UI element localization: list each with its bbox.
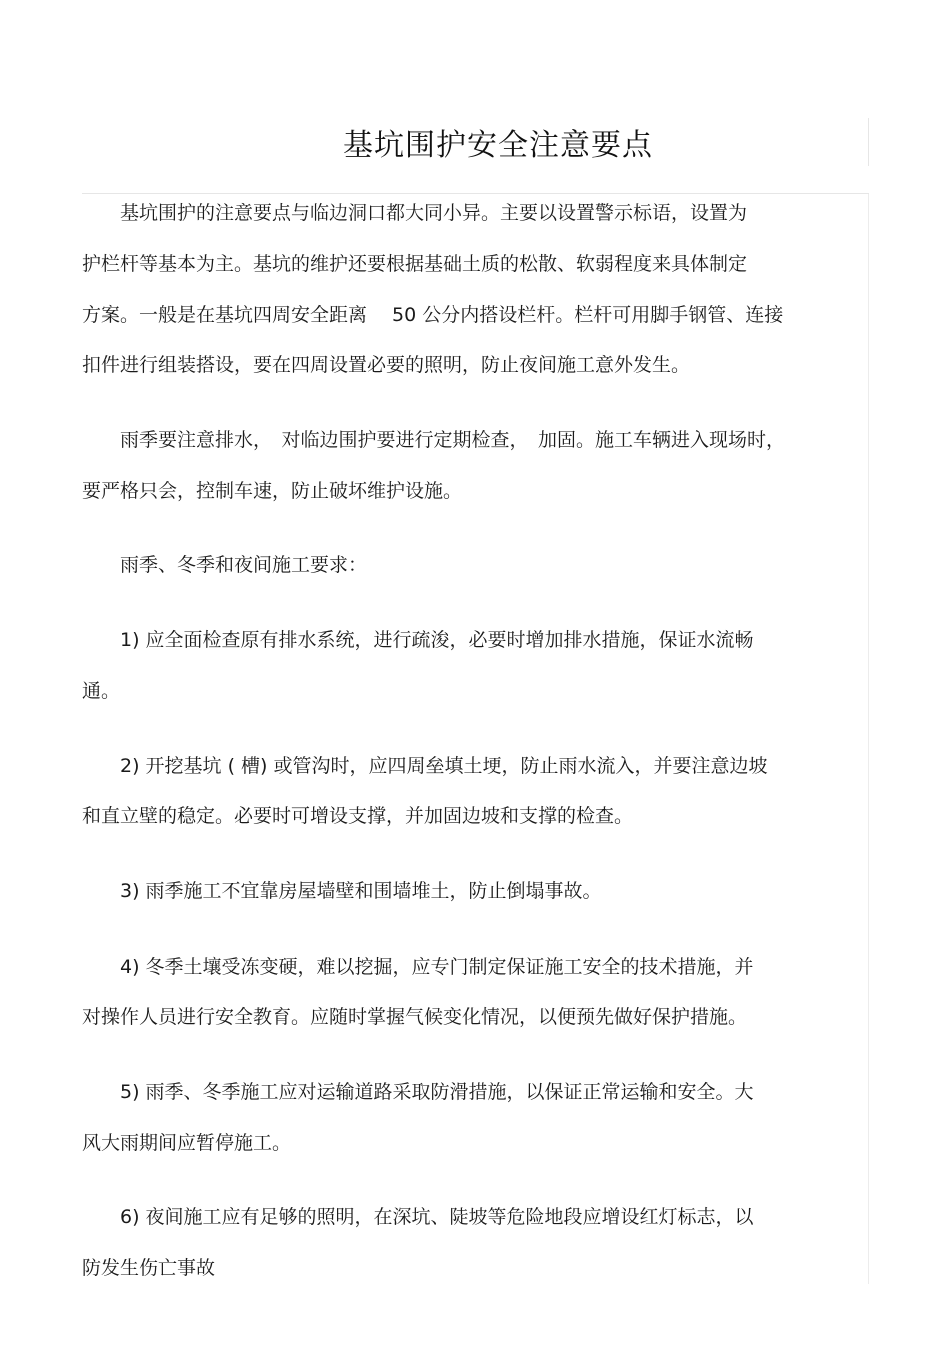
paragraph-line: 雨季、冬季和夜间施工要求： [120,554,368,576]
paragraph-line: 3) 雨季施工不宜靠房屋墙壁和围墙堆土，防止倒塌事故。 [120,880,602,902]
paragraph-line: 4) 冬季土壤受冻变硬，难以挖掘，应专门制定保证施工安全的技术措施，并 [120,956,754,978]
title-side-rule [868,118,869,166]
paragraph-line: 防发生伤亡事故 [82,1257,216,1279]
paragraph-line: 基坑围护的注意要点与临边洞口都大同小异。主要以设置警示标语，设置为 [120,202,748,224]
paragraph-line: 方案。一般是在基坑四周安全距离 50 公分内搭设栏杆。栏杆可用脚手钢管、连接 [82,304,784,326]
paragraph-line: 风大雨期间应暂停施工。 [82,1132,292,1154]
paragraph-line: 扣件进行组装搭设，要在四周设置必要的照明，防止夜间施工意外发生。 [82,354,691,376]
paragraph-line: 2) 开挖基坑 ( 槽) 或管沟时，应四周垒填土埂，防止雨水流入，并要注意边坡 [120,755,768,777]
paragraph-line: 对操作人员进行安全教育。应随时掌握气候变化情况，以便预先做好保护措施。 [82,1006,748,1028]
paragraph-line: 1) 应全面检查原有排水系统，进行疏浚，必要时增加排水措施，保证水流畅 [120,629,754,651]
paragraph-line: 雨季要注意排水， 对临边围护要进行定期检查， 加固。施工车辆进入现场时， [120,429,786,451]
paragraph-line: 6) 夜间施工应有足够的照明，在深坑、陡坡等危险地段应增设红灯标志，以 [120,1206,754,1228]
paragraph-line: 要严格只会，控制车速，防止破坏维护设施。 [82,480,463,502]
paragraph-line: 和直立壁的稳定。必要时可增设支撑，并加固边坡和支撑的检查。 [82,805,634,827]
header-divider [82,193,869,194]
paragraph-line: 护栏杆等基本为主。基坑的维护还要根据基础土质的松散、软弱程度来具体制定 [82,253,748,275]
page-title: 基坑围护安全注意要点 [343,128,653,163]
paragraph-line: 通。 [82,680,121,702]
body-side-rule [868,194,869,1284]
paragraph-line: 5) 雨季、冬季施工应对运输道路采取防滑措施，以保证正常运输和安全。大 [120,1081,754,1103]
